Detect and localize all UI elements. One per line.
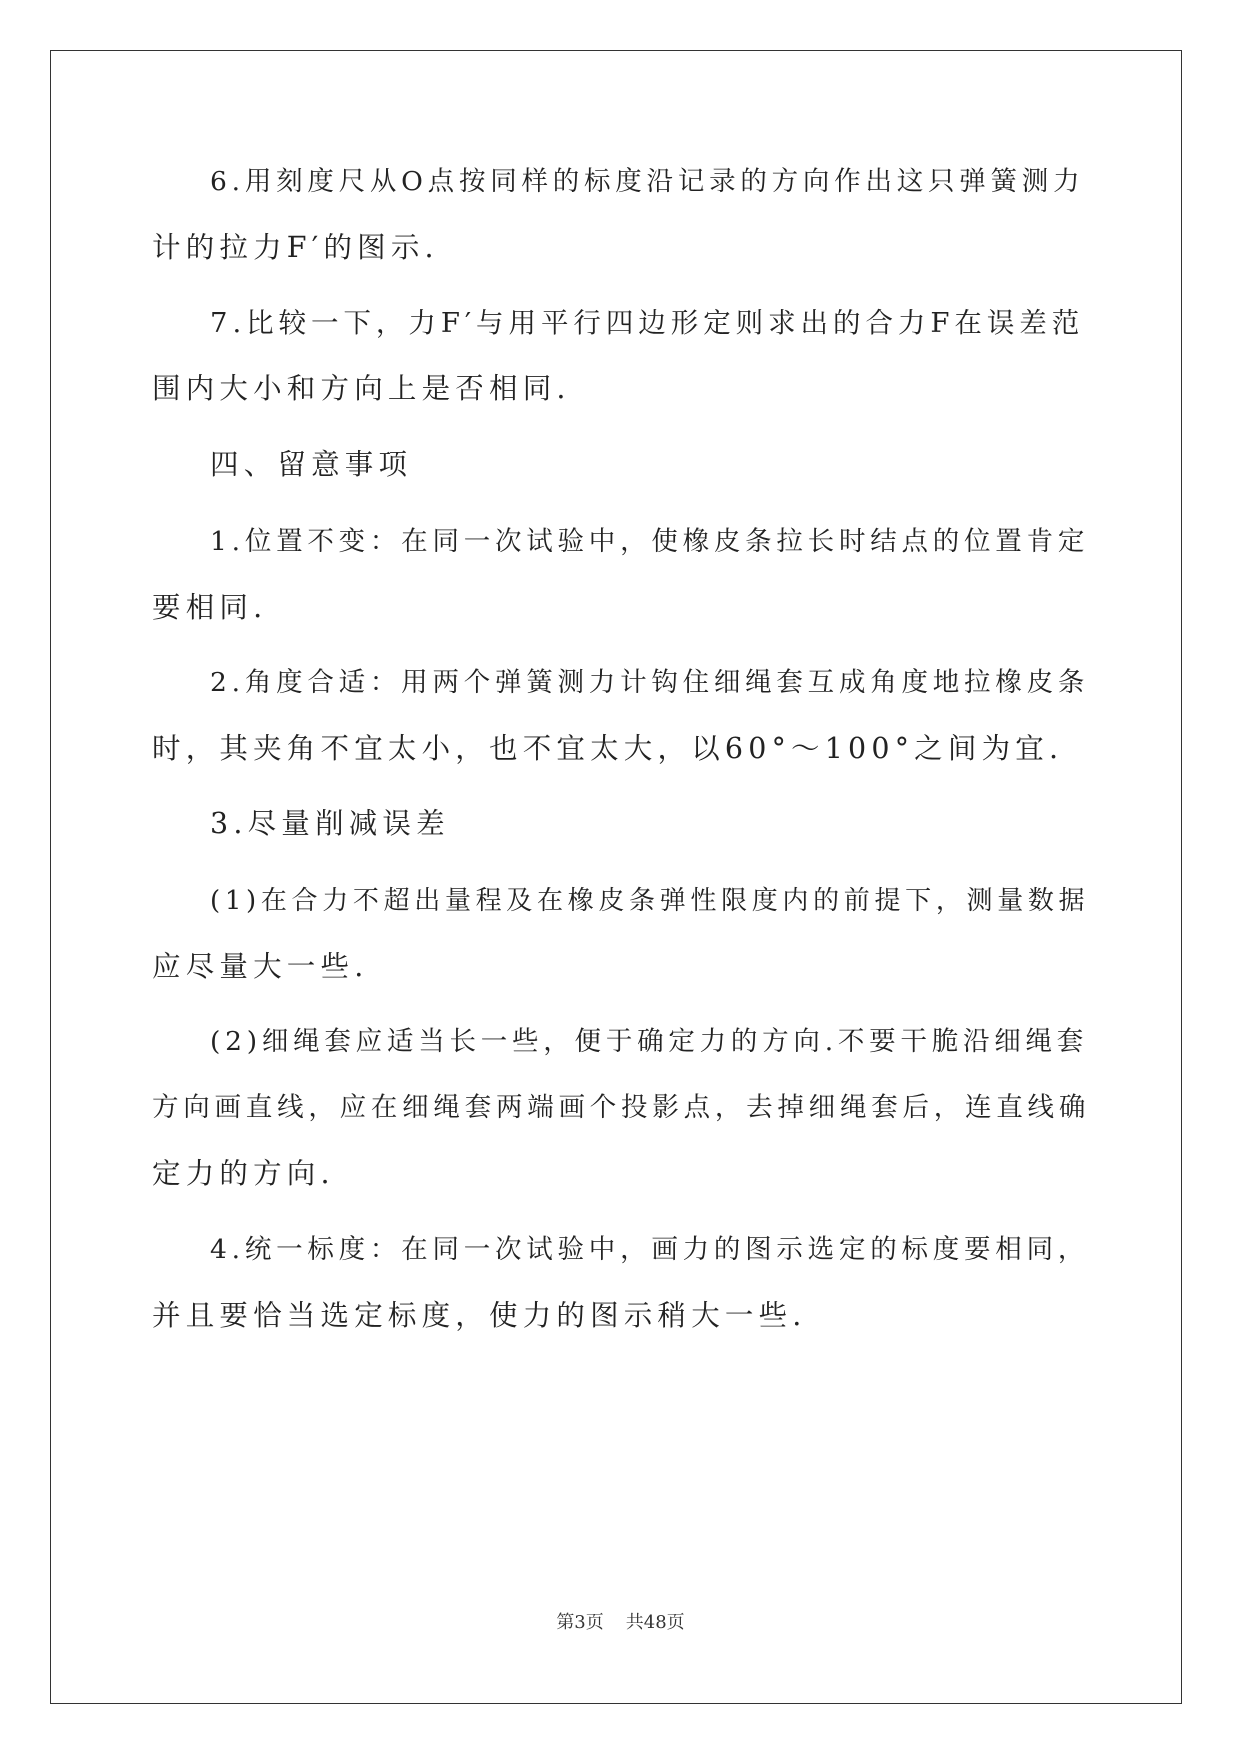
paragraph-line: 计的拉力F′的图示. <box>152 231 439 264</box>
paragraph-line: 3.尽量削减误差 <box>210 807 450 840</box>
paragraph-line: 定力的方向. <box>152 1157 335 1190</box>
paragraph-line: 2.角度合适：用两个弹簧测力计钩住细绳套互成角度地拉橡皮条 <box>210 667 1090 698</box>
paragraph-line: (1)在合力不超出量程及在橡皮条弹性限度内的前提下，测量数据 <box>210 886 1090 916</box>
section-heading: 四、留意事项 <box>210 448 413 481</box>
paragraph-line: (2)细绳套应适当长一些，便于确定力的方向.不要干脆沿细绳套 <box>210 1026 1089 1057</box>
paragraph-line: 6.用刻度尺从O点按同样的标度沿记录的方向作出这只弹簧测力 <box>210 166 1085 197</box>
paragraph-line: 1.位置不变：在同一次试验中，使橡皮条拉长时结点的位置肯定 <box>210 526 1090 557</box>
page-border <box>50 50 1182 1704</box>
paragraph-line: 应尽量大一些. <box>152 950 369 983</box>
paragraph-line: 要相同. <box>152 591 268 624</box>
page-total: 共48页 <box>625 1612 685 1633</box>
paragraph-line: 7.比较一下，力F′与用平行四边形定则求出的合力F在误差范 <box>210 307 1085 339</box>
paragraph-line: 时，其夹角不宜太小，也不宜太大，以60°～100°之间为宜. <box>152 732 1064 765</box>
paragraph-line: 并且要恰当选定标度，使力的图示稍大一些. <box>152 1299 807 1332</box>
page-number: 第3页 <box>556 1612 604 1633</box>
page-footer <box>0 1608 1241 1634</box>
paragraph-line: 围内大小和方向上是否相同. <box>152 372 571 405</box>
paragraph-line: 方向画直线，应在细绳套两端画个投影点，去掉细绳套后，连直线确 <box>152 1092 1091 1123</box>
paragraph-line: 4.统一标度：在同一次试验中，画力的图示选定的标度要相同， <box>210 1234 1090 1265</box>
